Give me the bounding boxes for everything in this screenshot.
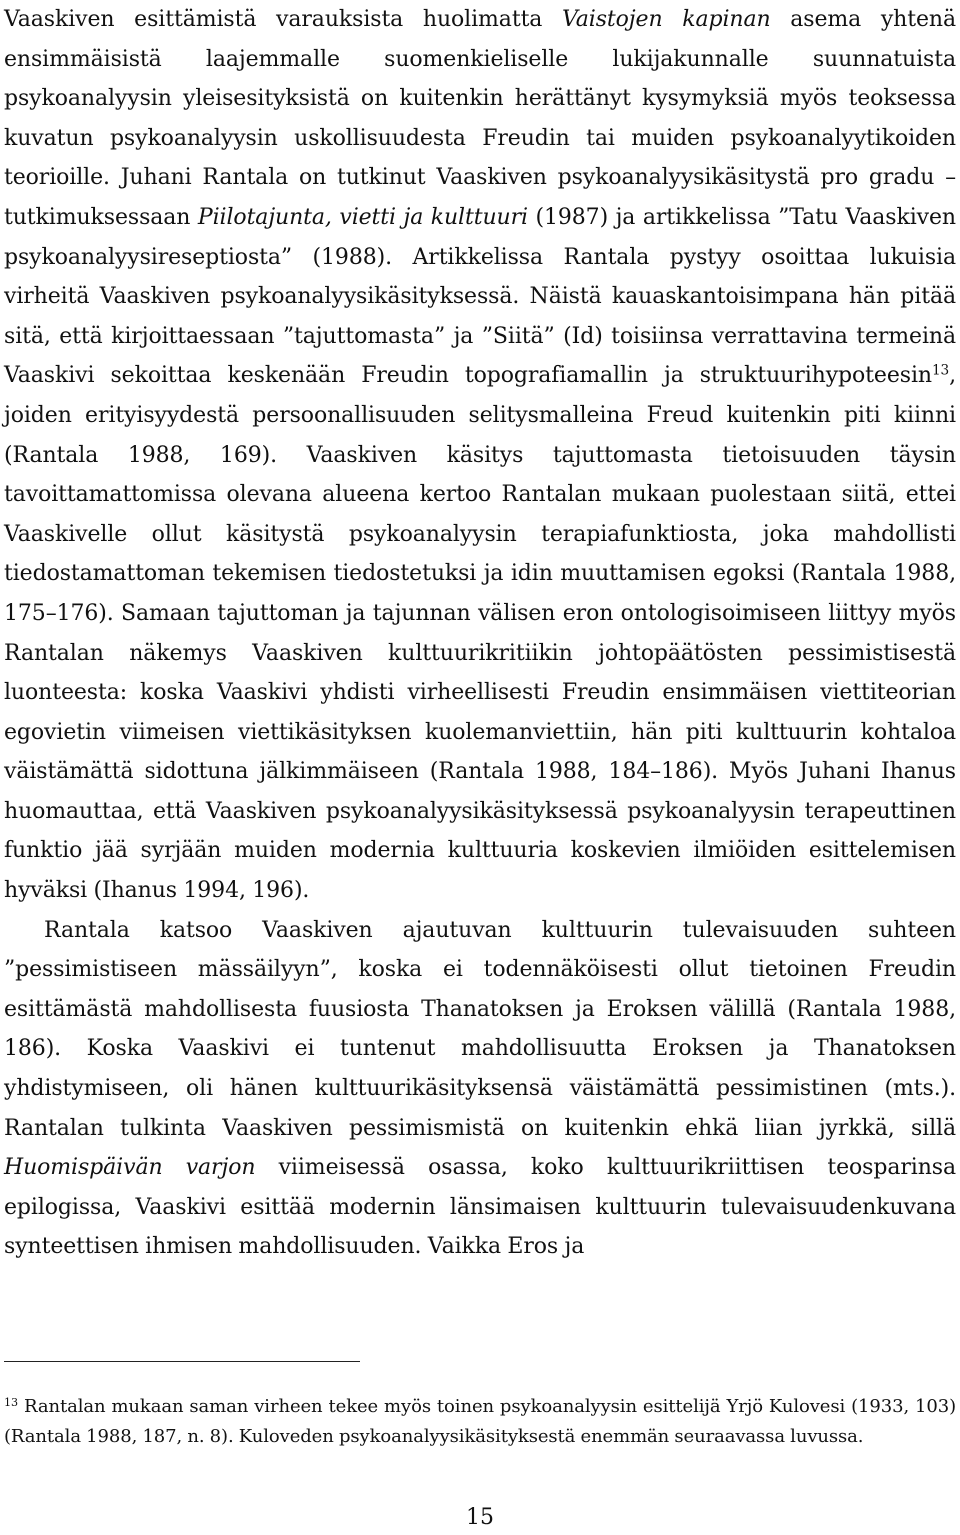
footnote-number: 13	[4, 1395, 18, 1409]
footnote-reference[interactable]: 13	[931, 362, 950, 379]
paragraph-1-text-b: asema yhtenä ensimmäisistä laajemmalle suomenkieliselle lukijakunnalle suunnatuista psykoanalyysin yleisesityksistä on kuitenkin herättänyt kysymyksiä myös teoksessa kuvatun psykoanalyysin uskollisuudesta Freudin tai muiden psykoanalyytikoiden teorioille. Juhani Rantala on tutkinut Vaaskiven psykoanalyysikäsitystä pro gradu –tutkimuksessaan	[4, 7, 956, 230]
paragraph-2-text-a: Rantala katsoo Vaaskiven ajautuvan kulttuurin tulevaisuuden suhteen ”pessimistiseen mässäilyyn”, koska ei todennäköisesti ollut tietoinen Freudin esittämästä mahdollisesta fuusiosta Thanatoksen ja Eroksen välillä (Rantala 1988, 186). Koska Vaaskivi ei tuntenut mahdollisuutta Eroksen ja Thanatoksen yhdistymiseen, oli hänen kulttuurikäsityksensä väistämättä pessimistinen (mts.). Rantalan tulkinta Vaaskiven pessimismistä on kuitenkin ehkä liian jyrkkä, sillä	[4, 917, 956, 1141]
paragraph-2-text-b: viimeisessä osassa, koko kulttuurikriittisen teosparinsa epilogissa, Vaaskivi esittää modernin länsimaisen kulttuurin tulevaisuudenkuvana synteettisen ihmisen mahdollisuuden. Vaikka Eros ja	[4, 1155, 956, 1260]
footnote	[4, 1392, 956, 1452]
footnote-text: Rantalan mukaan saman virheen tekee myös toinen psykoanalyysin esittelijä Yrjö Kulovesi (1933, 103) (Rantala 1988, 187, n. 8). Kuloveden psykoanalyysikäsityksestä enemmän seuraavassa luvussa.	[4, 1396, 956, 1447]
paragraph-2	[4, 911, 956, 1267]
paragraph-1-text-d: , joiden erityisyydestä persoonallisuuden selitysmalleina Freud kuitenkin piti kiinni (Rantala 1988, 169). Vaaskiven käsitys tajuttomasta tietoisuuden täysin tavoittamattomissa olevana alueena kertoo Rantalan mukaan puolestaan siitä, ettei Vaaskivelle ollut käsitystä psykoanalyysin terapiafunktiosta, joka mahdollisti tiedostamattoman tekemisen tiedostetuksi ja idin muuttamisen egoksi (Rantala 1988, 175–176). Samaan tajuttoman ja tajunnan välisen eron ontologisoimiseen liittyy myös Rantalan näkemys Vaaskiven kulttuurikritiikin johtopäätösten pessimistisestä luonteesta: koska Vaaskivi yhdisti virheellisesti Freudin ensimmäisen viettiteorian egovietin viimeisen viettikäsityksen kuolemanviettiin, hän piti kulttuurin kohtaloa väistämättä sidottuna jälkimmäiseen (Rantala 1988, 184–186). Myös Juhani Ihanus huomauttaa, että Vaaskiven psykoanalyysikäsityksessä psykoanalyysin terapeuttinen funktio jää syrjään muiden modernia kulttuuria koskevien ilmiöiden esittelemisen hyväksi (Ihanus 1994, 196).	[4, 363, 956, 904]
paragraph-1-text-a: Vaaskiven esittämistä varauksista huolimatta	[4, 7, 563, 32]
book-title-vaistojen-kapina: Vaistojen kapinan	[562, 7, 771, 32]
book-title-huomispaivan-varjo: Huomispäivän varjon	[4, 1155, 256, 1181]
page-number: 15	[466, 1505, 494, 1530]
paragraph-1	[4, 0, 956, 911]
thesis-title: Piilotajunta, vietti ja kulttuuri	[197, 204, 528, 230]
paragraph-1-text-c: (1987) ja artikkelissa ”Tatu Vaaskiven psykoanalyysireseptiosta” (1988). Artikkelissa Rantala pystyy osoittaa lukuisia virheitä Vaaskiven psykoanalyysikäsityksessä. Näistä kauaskantoisimpana hän pitää sitä, että kirjoittaessaan ”tajuttomasta” ja ”Siitä” (Id) toisiinsa verrattavina termeinä Vaaskivi sekoittaa keskenään Freudin topografiamallin ja struktuurihypoteesin	[4, 204, 956, 389]
footnote-separator	[4, 1361, 360, 1362]
page-body	[4, 0, 956, 1267]
